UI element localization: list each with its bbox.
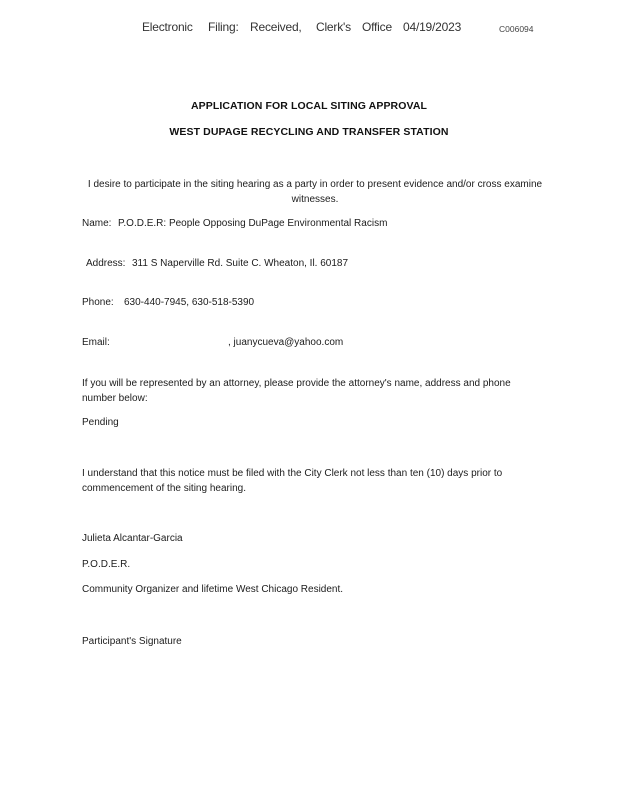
signature-label: Participant's Signature	[82, 636, 182, 647]
stamp-word-electronic: Electronic	[142, 20, 193, 34]
stamp-word-received: Received,	[250, 20, 302, 34]
attorney-value: Pending	[82, 417, 119, 428]
address-label: Address:	[86, 258, 126, 269]
phone-value: 630-440-7945, 630-518-5390	[124, 297, 255, 308]
stamp-word-filing: Filing:	[208, 20, 239, 34]
document-subtitle: WEST DUPAGE RECYCLING AND TRANSFER STATION	[169, 126, 449, 138]
document-title: APPLICATION FOR LOCAL SITING APPROVAL	[190, 100, 428, 112]
attorney-prompt: If you will be represented by an attorney, please provide the attorney's name, address and phone number below:	[82, 378, 511, 404]
filing-notice: I understand that this notice must be filed with the City Clerk not less than ten (10) days prior to commencement of the siting hearing.	[82, 468, 503, 494]
email-value: , juanycueva@yahoo.com	[228, 337, 344, 348]
stamp-word-office: Office	[362, 20, 392, 34]
intro-statement: I desire to participate in the siting hearing as a party in order to present evidence and/or cross examine witnesses.	[87, 179, 543, 205]
stamp-doc-id: C006094	[499, 24, 534, 34]
name-value: P.O.D.E.R: People Opposing DuPage Environmental Racism	[118, 218, 388, 229]
signer-org: P.O.D.E.R.	[82, 559, 131, 570]
address-value: 311 S Naperville Rd. Suite C. Wheaton, Il. 60187	[132, 258, 349, 269]
stamp-word-clerks: Clerk's	[316, 20, 351, 34]
name-label: Name:	[82, 218, 112, 229]
signer-role: Community Organizer and lifetime West Chicago Resident.	[82, 584, 344, 595]
phone-label: Phone:	[82, 297, 114, 308]
stamp-date: 04/19/2023	[403, 20, 462, 34]
signer-name: Julieta Alcantar-Garcia	[82, 533, 183, 544]
email-label: Email:	[82, 337, 110, 348]
